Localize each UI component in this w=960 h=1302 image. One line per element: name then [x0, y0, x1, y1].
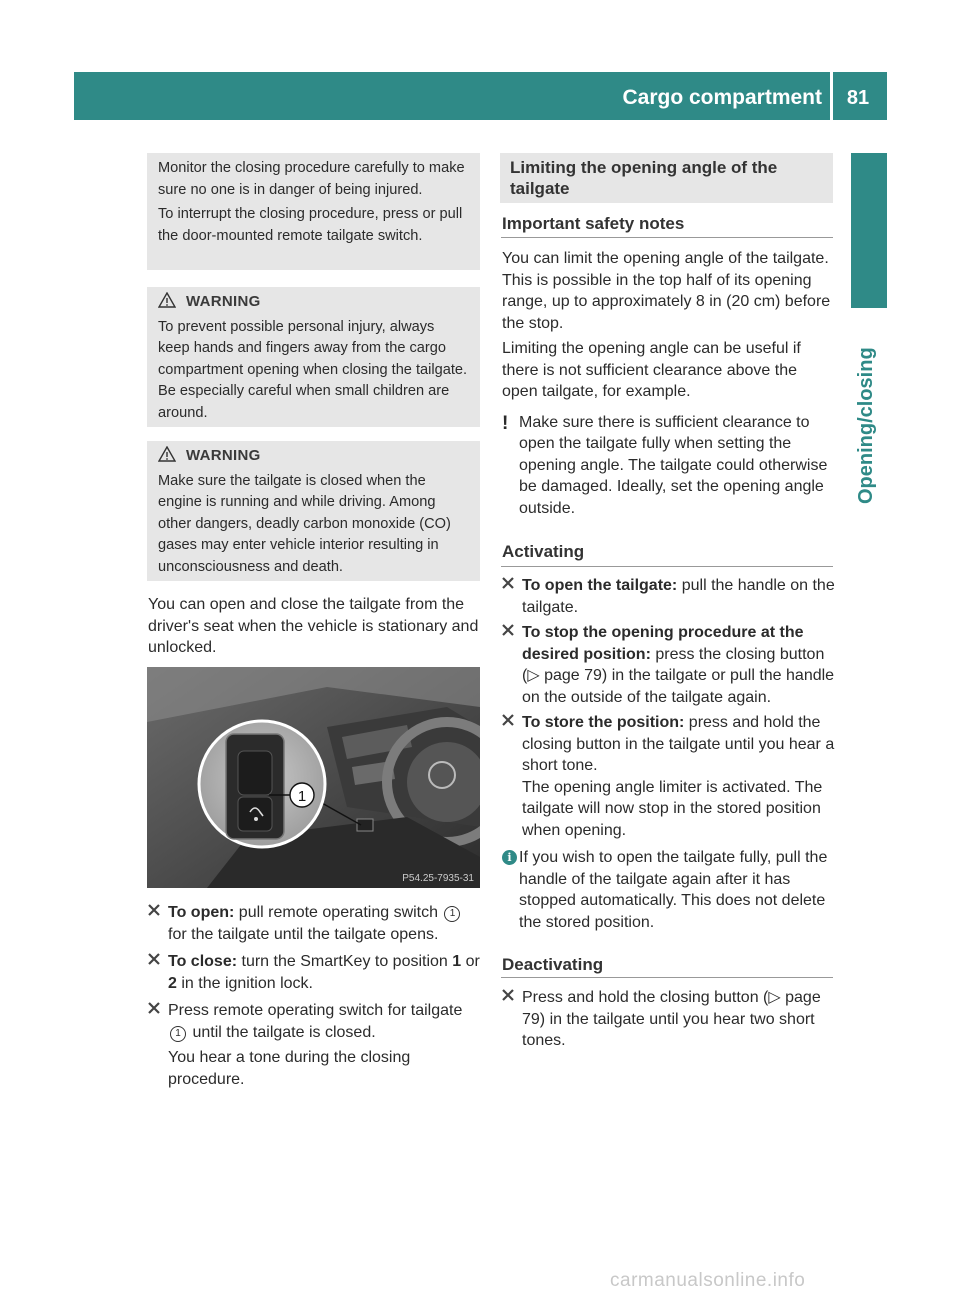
photo-callout: 1 [297, 788, 307, 805]
step-marker-icon [148, 953, 160, 965]
activating-step-3-note: The opening angle limiter is activated. The tailgate will now stop in the stored position when opening. [522, 778, 823, 839]
activating-step-2-text: press the closing button (▷ page 79) in the tailgate or pull the handle on the outside of the tailgate again. [522, 645, 835, 706]
warning-text-2: Make sure the tailgate is closed when the engine is running and while driving. Among other dangers, deadly carbon monoxide (CO) gases may enter vehicle interior resulting in unconsciousness and death. [158, 472, 451, 575]
step-open-text-a: pull remote operating switch [234, 904, 443, 921]
warning-text-1: To prevent possible personal injury, always keep hands and fingers away from the cargo compartment opening when closing the tailgate. Be especially careful when small children are around. [158, 318, 468, 421]
step-close-or: or [461, 953, 480, 970]
intro-box [147, 153, 480, 270]
side-tab-label: Opening/closing [855, 347, 877, 504]
activating-heading: Activating [502, 542, 585, 561]
activating-steps [502, 575, 836, 933]
activating-step-1 [502, 575, 836, 618]
step-press-text-a: Press remote operating switch for tailgate [168, 1002, 463, 1019]
step-marker-icon [148, 904, 160, 916]
divider [501, 977, 833, 978]
warning-box-1 [147, 287, 480, 427]
intro-box-p2: To interrupt the closing procedure, press or pull the door-mounted remote tailgate switch. [158, 206, 463, 244]
door-switch-illustration [147, 667, 480, 888]
page-number: 81 [846, 87, 870, 109]
deactivating-step-text: Press and hold the closing button (▷ page 79) in the tailgate until you hear two short tones. [522, 989, 821, 1049]
step-marker-icon [148, 1002, 160, 1014]
warning-heading-2-text: WARNING [186, 447, 261, 464]
info-icon: i [502, 850, 517, 865]
step-close-text-b: in the ignition lock. [176, 974, 313, 992]
callout-marker: 1 [444, 906, 460, 922]
step-press-text-b: until the tailgate is closed. [188, 1023, 376, 1041]
side-tab-label-wrap [852, 320, 886, 520]
header-separator [830, 72, 833, 120]
caution-text: Make sure there is sufficient clearance to open the tailgate fully when setting the opening angle. The tailgate could otherwise be damaged. Ideally, set the opening angle outside. [519, 413, 828, 517]
safety-p2: Limiting the opening angle can be useful if there is not sufficient clearance above the open tailgate, for example. [502, 340, 801, 400]
step-marker-icon [502, 989, 514, 1001]
step-close [148, 951, 482, 994]
section-title: Limiting the opening angle of the tailgate [510, 158, 778, 198]
step-open [148, 902, 482, 945]
deactivating-step [502, 987, 836, 1052]
safety-heading: Important safety notes [502, 214, 685, 233]
divider [501, 237, 833, 238]
activating-step-3-label: To store the position: [522, 714, 685, 731]
ignition-position-2: 2 [168, 974, 177, 992]
activating-step-3 [502, 712, 836, 841]
warning-heading-1-text: WARNING [186, 293, 261, 310]
activating-step-2-label: To stop the opening procedure at the desired position: [522, 624, 804, 663]
safety-notes [502, 248, 836, 519]
deactivating-heading: Deactivating [502, 955, 604, 974]
activating-step-1-text: pull the handle on the tailgate. [522, 577, 835, 616]
callout-marker: 1 [170, 1026, 186, 1042]
page-title: Cargo compartment [622, 86, 822, 109]
step-marker-icon [502, 577, 514, 589]
info-text: If you wish to open the tailgate fully, pull the handle of the tailgate again after it has stopped automatically. This does not delete the stored position. [519, 849, 828, 931]
divider [501, 566, 833, 567]
step-open-text-b: for the tailgate until the tailgate opens. [168, 925, 439, 943]
warning-triangle-icon [158, 446, 176, 462]
step-marker-icon [502, 624, 514, 636]
ignition-position-1: 1 [452, 953, 462, 970]
warning-heading-1 [158, 291, 470, 313]
caution-icon: ! [502, 412, 509, 434]
section-title-box [500, 153, 833, 203]
warning-triangle-icon [158, 292, 176, 308]
safety-p1: You can limit the opening angle of the tailgate. This is possible in the top half of its opening range, up to approximately 8 in (20 cm) before the stop. [502, 250, 831, 332]
step-open-label: To open: [168, 904, 235, 921]
step-press [148, 1000, 482, 1090]
deactivating-steps [502, 987, 836, 1052]
step-press-note: You hear a tone during the closing procedure. [168, 1049, 411, 1088]
step-marker-icon [502, 714, 514, 726]
door-switch-photo [147, 667, 480, 888]
activating-step-2 [502, 622, 836, 708]
activating-step-3-text: press and hold the closing button in the tailgate until you hear a short tone. [522, 714, 835, 774]
intro-text: You can open and close the tailgate from the driver's seat when the vehicle is stationary and unlocked. [148, 596, 479, 656]
warning-box-2 [147, 441, 480, 581]
watermark: carmanualsonline.info [610, 1270, 806, 1291]
side-tab [851, 153, 887, 308]
warning-heading-2 [158, 445, 470, 467]
step-close-label: To close: [168, 953, 238, 970]
activating-step-1-label: To open the tailgate: [522, 577, 678, 594]
caution-note [502, 412, 836, 520]
left-steps [148, 902, 482, 1090]
photo-code: P54.25-7935-31 [402, 873, 474, 884]
info-note [502, 847, 836, 933]
intro-box-p1: Monitor the closing procedure carefully to make sure no one is in danger of being injured. [158, 160, 465, 198]
step-close-text-a: turn the SmartKey to position [237, 953, 453, 970]
